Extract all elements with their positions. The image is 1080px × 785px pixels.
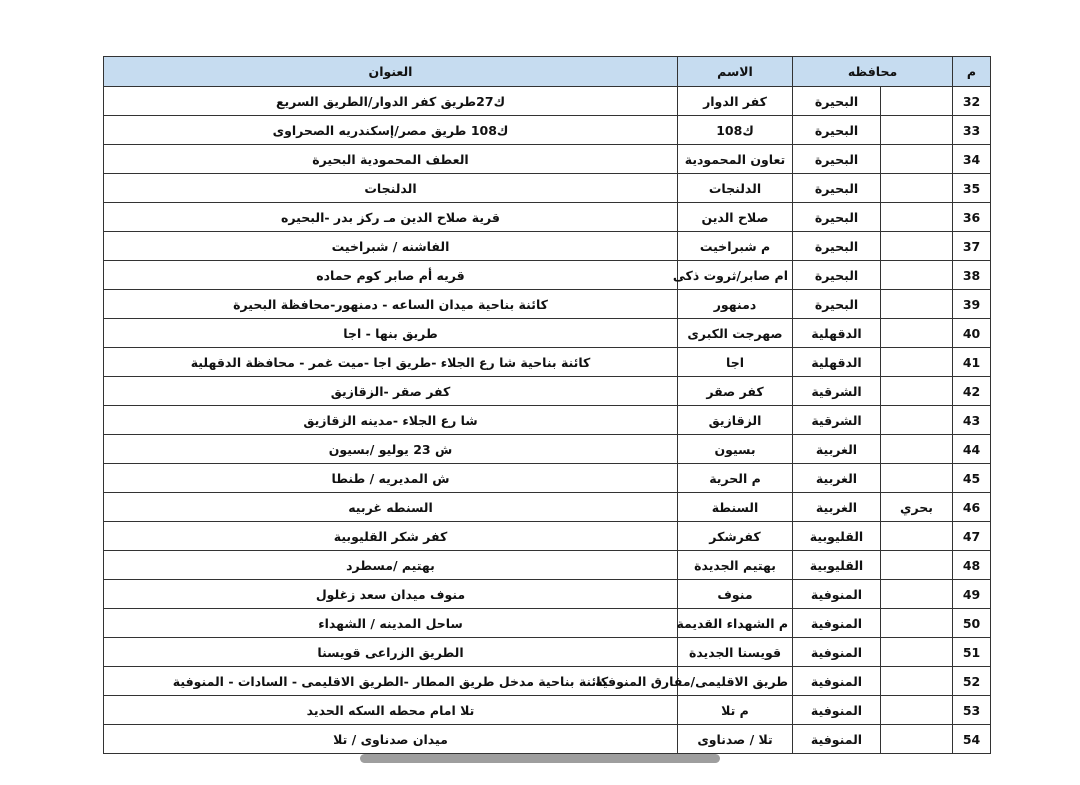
governorate-cell: البحيرة <box>793 232 881 261</box>
region-cell <box>881 174 953 203</box>
table-row <box>104 522 991 551</box>
address-cell: قرية صلاح الدين مـ ركز بدر -البحيره <box>104 203 678 232</box>
region-cell <box>881 87 953 116</box>
governorate-cell: الغربية <box>793 493 881 522</box>
governorate-cell: المنوفية <box>793 725 881 754</box>
region-cell <box>881 435 953 464</box>
row-number: 46 <box>953 493 991 522</box>
row-number: 40 <box>953 319 991 348</box>
table-row <box>104 551 991 580</box>
station-name-cell: كفر صقر <box>678 377 793 406</box>
governorate-cell: الدقهلية <box>793 348 881 377</box>
region-cell <box>881 580 953 609</box>
region-cell <box>881 725 953 754</box>
address-cell: ش المديريه / طنطا <box>104 464 678 493</box>
scrollbar-thumb[interactable] <box>360 754 720 763</box>
address-cell: ك108 طريق مصر/إسكندريه الصحراوى <box>104 116 678 145</box>
row-number: 50 <box>953 609 991 638</box>
row-number: 49 <box>953 580 991 609</box>
header-name: الاسم <box>678 57 793 87</box>
station-name-cell: كفر الدوار <box>678 87 793 116</box>
address-cell: تلا امام محطه السكه الحديد <box>104 696 678 725</box>
station-name-cell: م شبراخيت <box>678 232 793 261</box>
table-row <box>104 348 991 377</box>
station-name-cell: اجا <box>678 348 793 377</box>
address-cell: منوف ميدان سعد زغلول <box>104 580 678 609</box>
table-viewport <box>103 56 990 747</box>
address-cell: كفر شكر القليوبية <box>104 522 678 551</box>
stations-table <box>103 56 991 754</box>
table-row <box>104 174 991 203</box>
address-cell: طريق بنها - اجا <box>104 319 678 348</box>
governorate-cell: المنوفية <box>793 696 881 725</box>
governorate-cell: البحيرة <box>793 87 881 116</box>
table-row <box>104 696 991 725</box>
row-number: 33 <box>953 116 991 145</box>
station-name-cell: م الشهداء القديمة <box>678 609 793 638</box>
address-cell: كائنة بناحية شا رع الجلاء -طريق اجا -ميت غمر - محافظة الدقهلية <box>104 348 678 377</box>
address-cell: كائنة بناحية مدخل طريق المطار -الطريق الاقليمى - السادات - المنوفية <box>104 667 678 696</box>
address-cell: الطريق الزراعى قويسنا <box>104 638 678 667</box>
table-row <box>104 290 991 319</box>
region-cell <box>881 551 953 580</box>
address-cell: كفر صقر -الزقازيق <box>104 377 678 406</box>
table-row <box>104 580 991 609</box>
region-cell <box>881 638 953 667</box>
table-row <box>104 145 991 174</box>
table-row <box>104 609 991 638</box>
table-row <box>104 261 991 290</box>
table-row <box>104 406 991 435</box>
station-name-cell: طريق الاقليمى/مفارق المنوفية <box>678 667 793 696</box>
table-row <box>104 319 991 348</box>
region-cell <box>881 348 953 377</box>
row-number: 34 <box>953 145 991 174</box>
address-cell: شا رع الجلاء -مدينه الزقازيق <box>104 406 678 435</box>
row-number: 44 <box>953 435 991 464</box>
governorate-cell: القليوبية <box>793 522 881 551</box>
governorate-cell: الشرقية <box>793 377 881 406</box>
address-cell: ميدان صدناوى / تلا <box>104 725 678 754</box>
table-row <box>104 377 991 406</box>
row-number: 41 <box>953 348 991 377</box>
governorate-cell: البحيرة <box>793 145 881 174</box>
station-name-cell: منوف <box>678 580 793 609</box>
station-name-cell: دمنهور <box>678 290 793 319</box>
row-number: 43 <box>953 406 991 435</box>
station-name-cell: تلا / صدناوى <box>678 725 793 754</box>
region-cell: بحري <box>881 493 953 522</box>
table-row <box>104 493 991 522</box>
row-number: 51 <box>953 638 991 667</box>
address-cell: قريه أم صابر كوم حماده <box>104 261 678 290</box>
governorate-cell: المنوفية <box>793 667 881 696</box>
region-cell <box>881 203 953 232</box>
region-cell <box>881 116 953 145</box>
region-cell <box>881 609 953 638</box>
governorate-cell: الدقهلية <box>793 319 881 348</box>
address-cell: ك27طريق كفر الدوار/الطريق السريع <box>104 87 678 116</box>
station-name-cell: صهرجت الكبرى <box>678 319 793 348</box>
region-cell <box>881 464 953 493</box>
station-name-cell: صلاح الدين <box>678 203 793 232</box>
governorate-cell: البحيرة <box>793 174 881 203</box>
region-cell <box>881 667 953 696</box>
address-cell: السنطه غربيه <box>104 493 678 522</box>
address-cell: كائنة بناحية ميدان الساعه - دمنهور-محافظة البحيرة <box>104 290 678 319</box>
governorate-cell: المنوفية <box>793 580 881 609</box>
table-row <box>104 464 991 493</box>
station-name-cell: ك108 <box>678 116 793 145</box>
table-body <box>104 87 991 754</box>
station-name-cell: الزقازيق <box>678 406 793 435</box>
station-name-cell: كفرشكر <box>678 522 793 551</box>
region-cell <box>881 319 953 348</box>
address-cell: الفاشنه / شبراخيت <box>104 232 678 261</box>
table-row <box>104 638 991 667</box>
row-number: 36 <box>953 203 991 232</box>
region-cell <box>881 696 953 725</box>
governorate-cell: المنوفية <box>793 638 881 667</box>
governorate-cell: البحيرة <box>793 290 881 319</box>
table-row <box>104 435 991 464</box>
station-name-cell: الدلنجات <box>678 174 793 203</box>
table-row <box>104 116 991 145</box>
address-cell: ساحل المدينه / الشهداء <box>104 609 678 638</box>
station-name-cell: بسيون <box>678 435 793 464</box>
region-cell <box>881 406 953 435</box>
row-number: 39 <box>953 290 991 319</box>
governorate-cell: البحيرة <box>793 203 881 232</box>
station-name-cell: م تلا <box>678 696 793 725</box>
governorate-cell: البحيرة <box>793 261 881 290</box>
station-name-cell: تعاون المحمودية <box>678 145 793 174</box>
row-number: 32 <box>953 87 991 116</box>
station-name-cell: السنطة <box>678 493 793 522</box>
table-row <box>104 232 991 261</box>
governorate-cell: الغربية <box>793 435 881 464</box>
address-cell: بهتيم /مسطرد <box>104 551 678 580</box>
header-address: العنوان <box>104 57 678 87</box>
governorate-cell: البحيرة <box>793 116 881 145</box>
row-number: 52 <box>953 667 991 696</box>
table-row <box>104 725 991 754</box>
row-number: 47 <box>953 522 991 551</box>
table-header-row <box>104 57 991 87</box>
table-row <box>104 203 991 232</box>
governorate-cell: الشرقية <box>793 406 881 435</box>
region-cell <box>881 290 953 319</box>
header-governorate: محافظه <box>793 57 953 87</box>
address-cell: ش 23 يوليو /بسيون <box>104 435 678 464</box>
governorate-cell: المنوفية <box>793 609 881 638</box>
row-number: 42 <box>953 377 991 406</box>
row-number: 37 <box>953 232 991 261</box>
station-name-cell: م الحرية <box>678 464 793 493</box>
table-row <box>104 667 991 696</box>
row-number: 38 <box>953 261 991 290</box>
governorate-cell: الغربية <box>793 464 881 493</box>
row-number: 54 <box>953 725 991 754</box>
address-cell: الدلنجات <box>104 174 678 203</box>
row-number: 53 <box>953 696 991 725</box>
region-cell <box>881 145 953 174</box>
region-cell <box>881 377 953 406</box>
table-row <box>104 87 991 116</box>
region-cell <box>881 232 953 261</box>
row-number: 45 <box>953 464 991 493</box>
governorate-cell: القليوبية <box>793 551 881 580</box>
region-cell <box>881 522 953 551</box>
station-name-cell: بهتيم الجديدة <box>678 551 793 580</box>
station-name-cell: ام صابر/ثروت ذكى <box>678 261 793 290</box>
station-name-cell: قويسنا الجديدة <box>678 638 793 667</box>
row-number: 35 <box>953 174 991 203</box>
header-num: م <box>953 57 991 87</box>
horizontal-scrollbar[interactable] <box>360 754 720 764</box>
region-cell <box>881 261 953 290</box>
address-cell: العطف المحمودية البحيرة <box>104 145 678 174</box>
row-number: 48 <box>953 551 991 580</box>
